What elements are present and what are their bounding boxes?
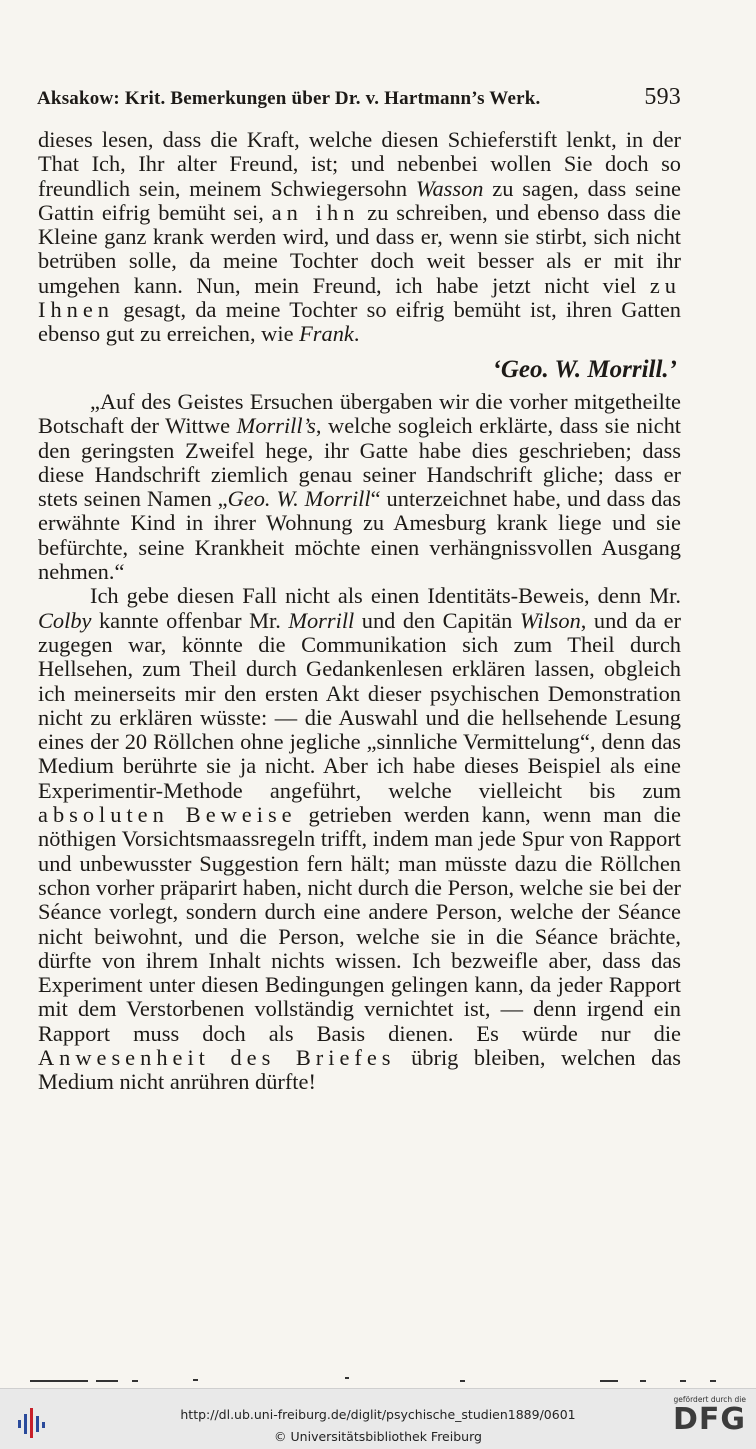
spaced-zu-ihnen: zu Ihnen	[38, 272, 681, 323]
page-body	[38, 128, 681, 1095]
paragraph-author-commentary: Ich gebe diesen Fall nicht als einen Identitäts-Beweis, denn Mr. Colby kannte offenbar Mr. Morrill und den Capitän Wilson, und da er zugegen war, könnte die Communikation sich zum Theil durch Hellsehen, zum Theil durch Gedankenlesen erklären lassen, obgleich ich meinerseits mir den ersten Akt dieser psychischen Demonstration nicht zu erklären wüsste: — die Auswahl und die hellsehende Lesung eines der 20 Röllchen ohne jegliche „sinnliche Vermittelung“, denn das Medium berührte sie ja nicht. Aber ich habe dieses Beispiel als eine Experimentir-Methode angeführt, welche vielleicht bis zum absoluten Beweise getrieben werden kann, wenn man die nöthigen Vorsichtsmaassregeln trifft, indem man jede Spur von Rapport und unbewusster Suggestion fern hält; man müsste dazu die Röllchen schon vorher präparirt haben, nicht durch die Person, welche sie bei der Séance vorlegt, sondern durch eine andere Person, welche der Séance nicht beiwohnt, und die Person, welche sie in die Séance brächte, dürfte von ihrem Inhalt nichts wissen. Ich bezweifle aber, dass das Experiment unter diesen Bedingungen gelingen kann, da jeder Rapport mit dem Verstorbenen vollständig vernichtet ist, — denn irgend ein Rapport muss doch als Basis dienen. Es würde nur die Anwesenheit des Briefes übrig bleiben, welchen das Medium nicht anrühren dürfte!	[38, 583, 682, 1095]
paragraph-widow-statement: „Auf des Geistes Ersuchen übergaben wir die vorher mitgetheilte Botschaft der Wittwe Morrill’s, welche sogleich erklärte, dass sie nicht den geringsten Zweifel hege, ihr Gatte habe dies geschrieben; dass diese Handschrift ziemlich genau seiner Handschrift gliche; dass er stets seinen Namen „Geo. W. Morrill“ unterzeichnet habe, und dass das erwähnte Kind in ihrer Wohnung zu Amesburg krank liege und sie befürchte, seine Krankheit möchte einen verhängnissvollen Ausgang nehmen.“	[38, 388, 681, 585]
dfg-logo	[666, 1396, 746, 1442]
paragraph-letter-continuation: dieses lesen, dass die Kraft, welche diesen Schieferstift lenkt, in der That Ich, Ihr alter Freund, ist; und nebenbei wollen Sie doch so freundlich sein, meinem Schwiegersohn Wasson zu sagen, dass seine Gattin eifrig bemüht sei, an ihn zu schreiben, und ebenso dass die Kleine ganz krank werden wird, und dass er, wenn sie stirbt, sich nicht betrüben solle, da meine Tochter doch weit besser als er mit ihr umgehen kann. Nun, mein Freund, ich habe jetzt nicht viel zu Ihnen gesagt, da meine Tochter so eifrig bemüht ist, ihren Gatten ebenso gut zu erreichen, wie Frank.	[38, 127, 681, 347]
spaced-absoluten-beweise: absoluten Beweise	[38, 802, 297, 828]
spaced-an-ihn: an ihn	[271, 199, 360, 225]
header-title: Aksakow: Krit. Bemerkungen über Dr. v. Hartmann’s Werk.	[37, 88, 541, 109]
viewer-footer	[0, 1388, 756, 1449]
letter-signature: ‘Geo. W. Morrill.’	[492, 355, 677, 383]
dfg-logo-text: DFG	[672, 1402, 746, 1437]
copyright-notice: © Universitätsbibliothek Freiburg	[274, 1429, 482, 1444]
dfg-caption: gefördert durch die	[673, 1395, 746, 1404]
name-frank: Frank	[299, 321, 354, 347]
spaced-anwesenheit: Anwesenheit des Briefes	[38, 1044, 396, 1070]
page-number: 593	[644, 84, 681, 110]
scan-edge-marks	[0, 1374, 756, 1388]
source-url-link[interactable]: http://dl.ub.uni-freiburg.de/diglit/psychische_studien1889/0601	[180, 1407, 576, 1422]
name-wasson: Wasson	[415, 175, 484, 201]
running-header	[37, 86, 681, 116]
